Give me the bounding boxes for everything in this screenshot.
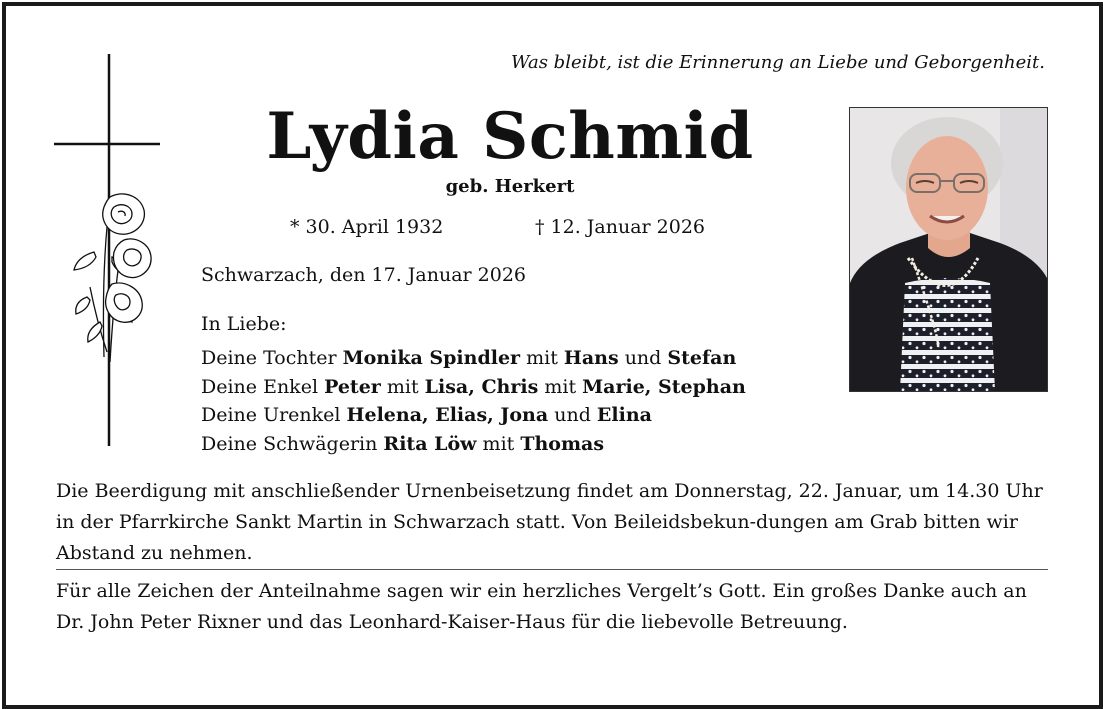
mourner-text: und xyxy=(548,404,597,426)
motto: Was bleibt, ist die Erinnerung an Liebe und Geborgenheit. xyxy=(511,52,1045,73)
mourner-text: mit xyxy=(520,347,564,369)
mourners-list xyxy=(201,344,746,458)
funeral-notice: Die Beerdigung mit anschließender Urnenbeisetzung findet am Donnerstag, 22. Januar, um 14.30 Uhr in der Pfarrkirche Sankt Martin in Schwarzach statt. Von Beileidsbekun-dungen am Grab bitten wir Abstand zu nehmen. xyxy=(56,480,1043,564)
mourner-text: und xyxy=(618,347,668,369)
birth-name: geb. Herkert xyxy=(445,176,575,197)
mourner-line xyxy=(201,344,746,373)
mourner-name: Stefan xyxy=(667,347,737,369)
mourner-name: Elina xyxy=(596,404,652,426)
cross-with-roses-icon xyxy=(52,52,162,448)
mourner-name: Helena, Elias, Jona xyxy=(346,404,549,426)
deceased-name: Lydia Schmid xyxy=(266,99,754,174)
divider xyxy=(56,569,1048,570)
mourner-line xyxy=(201,401,746,430)
mourner-line xyxy=(201,373,746,402)
mourner-text: Deine Urenkel xyxy=(201,404,347,426)
portrait-photo xyxy=(849,107,1048,392)
mourner-name: Monika Spindler xyxy=(342,347,521,369)
in-love-label: In Liebe: xyxy=(201,313,287,335)
mourner-line xyxy=(201,430,746,459)
thanks-text: Für alle Zeichen der Anteilnahme sagen wir ein herzliches Vergelt’s Gott. Ein großes Danke auch an Dr. John Peter Rixner und das Leonhard-Kaiser-Haus für die liebevolle Betreuung. xyxy=(56,580,1027,633)
place-and-date: Schwarzach, den 17. Januar 2026 xyxy=(201,264,527,286)
mourner-name: Lisa, Chris xyxy=(424,375,539,398)
death-date: † 12. Januar 2026 xyxy=(535,216,706,238)
mourner-text: mit xyxy=(476,432,521,455)
mourner-name: Thomas xyxy=(520,432,605,455)
birth-date: * 30. April 1932 xyxy=(290,216,444,238)
mourner-text: Deine Schwägerin xyxy=(201,432,384,455)
mourner-text: mit xyxy=(380,375,425,398)
mourner-name: Rita Löw xyxy=(383,432,477,455)
mourner-text: mit xyxy=(538,375,583,398)
mourner-name: Marie, Stephan xyxy=(582,375,746,398)
mourner-name: Hans xyxy=(563,347,619,369)
mourner-text: Deine Tochter xyxy=(201,347,343,369)
mourner-text: Deine Enkel xyxy=(201,375,325,398)
mourner-name: Peter xyxy=(324,375,381,398)
